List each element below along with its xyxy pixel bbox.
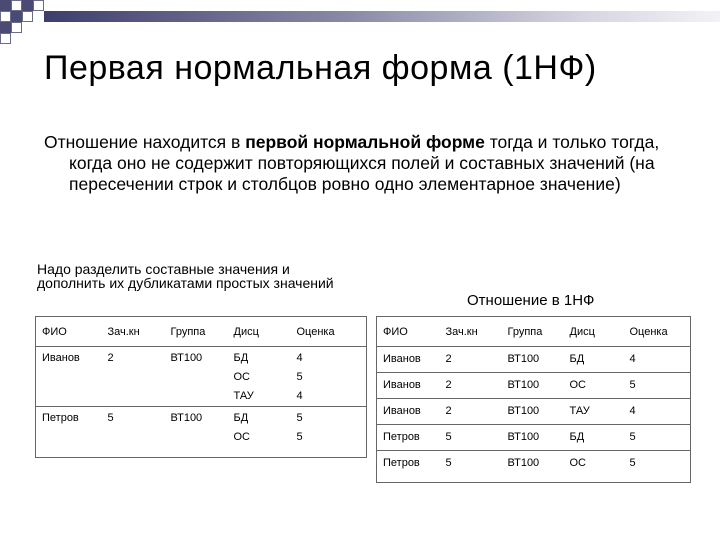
table-header-row [36, 317, 367, 347]
table-row [36, 347, 367, 407]
deco-square [11, 11, 22, 22]
cell-zach: 2 [102, 347, 165, 407]
note-text: Надо разделить составные значения и дополнить их дубликатами простых значений [37, 261, 334, 291]
column-header: ФИО [36, 317, 102, 347]
cell-grade: 4 [624, 347, 691, 373]
cell-disc [228, 347, 291, 407]
column-header: Дисц [564, 317, 624, 347]
table-row [377, 347, 691, 373]
deco-square [0, 33, 11, 44]
table-row [377, 373, 691, 399]
deco-square [0, 22, 11, 33]
slide-title: Первая нормальная форма (1НФ) [44, 49, 597, 87]
definition-text-start: Отношение находится в [44, 132, 246, 152]
cell-group: ВТ100 [502, 347, 564, 373]
cell-fio: Иванов [377, 347, 440, 373]
table-row [377, 425, 691, 451]
cell-zach: 5 [440, 425, 502, 451]
table-row [36, 407, 367, 458]
column-header: Группа [165, 317, 228, 347]
normalized-table [376, 316, 691, 483]
cell-value: 4 [296, 390, 303, 402]
cell-disc: ОС [564, 373, 624, 399]
cell-fio: Иванов [377, 399, 440, 425]
definition-paragraph [44, 132, 669, 195]
deco-square [11, 22, 22, 33]
cell-grade: 5 [624, 425, 691, 451]
column-header: Группа [502, 317, 564, 347]
cell-value: 4 [296, 352, 303, 364]
deco-square [33, 0, 44, 11]
decorative-header [0, 0, 720, 44]
column-header: Зач.кн [102, 317, 165, 347]
definition-bold-term: первой нормальной форме [245, 132, 485, 152]
cell-value: БД [233, 412, 249, 424]
cell-value: ОС [233, 371, 250, 383]
cell-disc: БД [564, 347, 624, 373]
cell-fio: Петров [377, 451, 440, 483]
table-row [377, 451, 691, 483]
deco-square [22, 0, 33, 11]
cell-zach: 5 [440, 451, 502, 483]
cell-group: ВТ100 [502, 373, 564, 399]
deco-square [0, 0, 11, 11]
cell-grade: 4 [624, 399, 691, 425]
cell-zach: 5 [102, 407, 165, 458]
unnormalized-table [35, 316, 367, 458]
table-row [377, 399, 691, 425]
cell-grade [291, 347, 367, 407]
column-header: Оценка [624, 317, 691, 347]
cell-grade [291, 407, 367, 458]
cell-zach: 2 [440, 399, 502, 425]
deco-square [0, 11, 11, 22]
cell-grade: 5 [624, 373, 691, 399]
cell-group: ВТ100 [502, 399, 564, 425]
cell-grade: 5 [624, 451, 691, 483]
cell-value: 5 [296, 431, 303, 443]
gradient-bar [44, 11, 720, 22]
column-header: Оценка [291, 317, 367, 347]
cell-group: ВТ100 [165, 347, 228, 407]
cell-disc: ОС [564, 451, 624, 483]
right-table-caption: Отношение в 1НФ [467, 292, 595, 309]
cell-value: 5 [296, 412, 303, 424]
cell-value: ОС [233, 431, 250, 443]
cell-group: ВТ100 [165, 407, 228, 458]
table-header-row [377, 317, 691, 347]
cell-disc: ТАУ [564, 399, 624, 425]
cell-disc: БД [564, 425, 624, 451]
column-header: Дисц [228, 317, 291, 347]
cell-fio: Иванов [36, 347, 102, 407]
deco-square [11, 0, 22, 11]
cell-zach: 2 [440, 373, 502, 399]
cell-value: 5 [296, 371, 303, 383]
cell-disc [228, 407, 291, 458]
cell-group: ВТ100 [502, 425, 564, 451]
cell-group: ВТ100 [502, 451, 564, 483]
cell-value: БД [233, 352, 249, 364]
column-header: ФИО [377, 317, 440, 347]
cell-fio: Петров [36, 407, 102, 458]
deco-square [22, 11, 33, 22]
cell-value: ТАУ [233, 390, 254, 402]
column-header: Зач.кн [440, 317, 502, 347]
cell-zach: 2 [440, 347, 502, 373]
cell-fio: Петров [377, 425, 440, 451]
cell-fio: Иванов [377, 373, 440, 399]
definition-text-end: тогда и только тогда, когда оно не содержит повторяющихся полей и составных значений (на пересечении строк и столбцов ровно одно элементарное значение) [69, 132, 660, 194]
